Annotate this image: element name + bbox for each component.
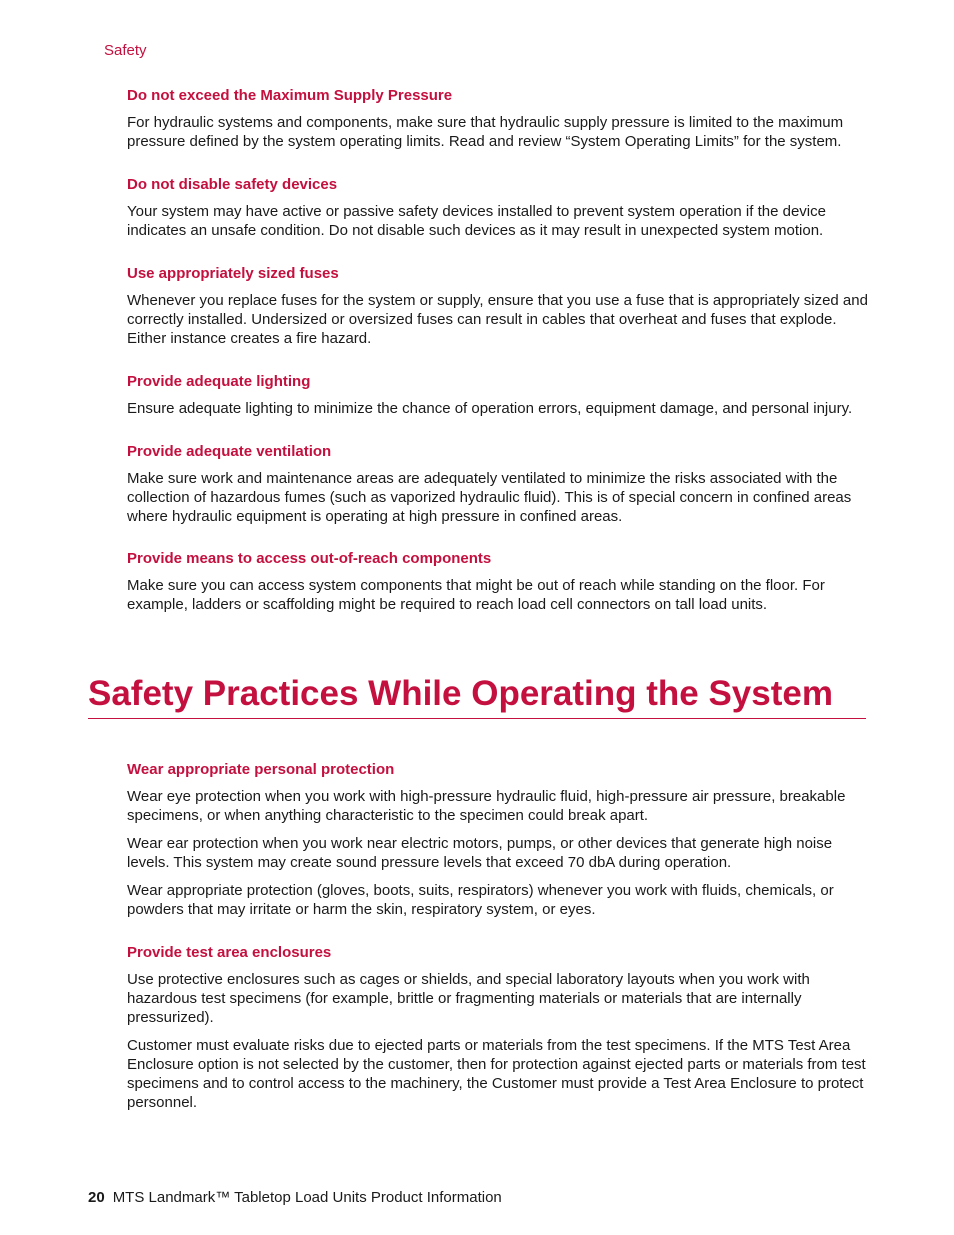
section-paragraph: Customer must evaluate risks due to ejected parts or materials from the test specimens. If the MTS Test Area Enclosure option is not selected by the customer, then for protection against ejected parts or materials from test specimens and to control access to the machinery, the Customer must provide a Test Area Enclosure to protect personnel. (127, 1037, 866, 1111)
section-heading: Do not exceed the Maximum Supply Pressure (127, 87, 453, 104)
section-max-supply-pressure (127, 86, 869, 151)
page-number: 20 (88, 1189, 105, 1206)
running-head: Safety (104, 42, 147, 59)
section-fuses (127, 264, 869, 348)
section-heading: Provide adequate ventilation (127, 443, 332, 460)
section-ventilation (127, 442, 869, 526)
document-title: MTS Landmark™ Tabletop Load Units Product Information (112, 1189, 502, 1206)
section-paragraph: Ensure adequate lighting to minimize the chance of operation errors, equipment damage, and personal injury. (127, 400, 853, 417)
section-paragraph: Make sure you can access system components that might be out of reach while standing on the floor. For example, ladders or scaffolding might be required to reach load cell connectors on tall load units. (127, 577, 825, 613)
section-paragraph: For hydraulic systems and components, make sure that hydraulic supply pressure is limited to the maximum pressure defined by the system operating limits. Read and review “System Operating Limits” for the system. (127, 114, 844, 150)
section-personal-protection (127, 760, 869, 919)
section-paragraph: Use protective enclosures such as cages or shields, and special laboratory layouts when you work with hazardous test specimens (for example, brittle or fragmenting materials or materials that are internally pressurized). (127, 971, 810, 1026)
page-footer (88, 1189, 502, 1206)
main-heading: Safety Practices While Operating the System (88, 672, 866, 719)
section-heading: Do not disable safety devices (127, 176, 338, 193)
section-paragraph: Wear ear protection when you work near electric motors, pumps, or other devices that generate high noise levels. This system may create sound pressure levels that exceed 70 dbA during operation. (127, 835, 833, 871)
section-paragraph: Your system may have active or passive safety devices installed to prevent system operation if the device indicates an unsafe condition. Do not disable such devices as it may result in unexpected system motion. (127, 203, 826, 239)
section-heading: Provide means to access out-of-reach components (127, 550, 492, 567)
section-paragraph: Wear eye protection when you work with high-pressure hydraulic fluid, high-pressure air pressure, breakable specimens, or when anything characteristic to the specimen could break apart. (127, 788, 846, 824)
section-lighting (127, 372, 869, 418)
section-out-of-reach (127, 549, 869, 614)
section-heading: Wear appropriate personal protection (127, 761, 395, 778)
section-safety-devices (127, 175, 869, 240)
section-heading: Provide test area enclosures (127, 944, 332, 961)
section-test-enclosures (127, 943, 869, 1112)
section-paragraph: Whenever you replace fuses for the system or supply, ensure that you use a fuse that is appropriately sized and correctly installed. Undersized or oversized fuses can result in cables that overheat and fuses that explode. Either instance creates a fire hazard. (127, 292, 868, 347)
section-heading: Use appropriately sized fuses (127, 265, 339, 282)
section-heading: Provide adequate lighting (127, 373, 311, 390)
section-paragraph: Wear appropriate protection (gloves, boots, suits, respirators) whenever you work with fluids, chemicals, or powders that may irritate or harm the skin, respiratory system, or eyes. (127, 882, 834, 918)
section-paragraph: Make sure work and maintenance areas are adequately ventilated to minimize the risks associated with the collection of hazardous fumes (such as vaporized hydraulic fluid). This is of special concern in confined areas where hydraulic equipment is operating at high pressure in confined areas. (127, 470, 852, 525)
